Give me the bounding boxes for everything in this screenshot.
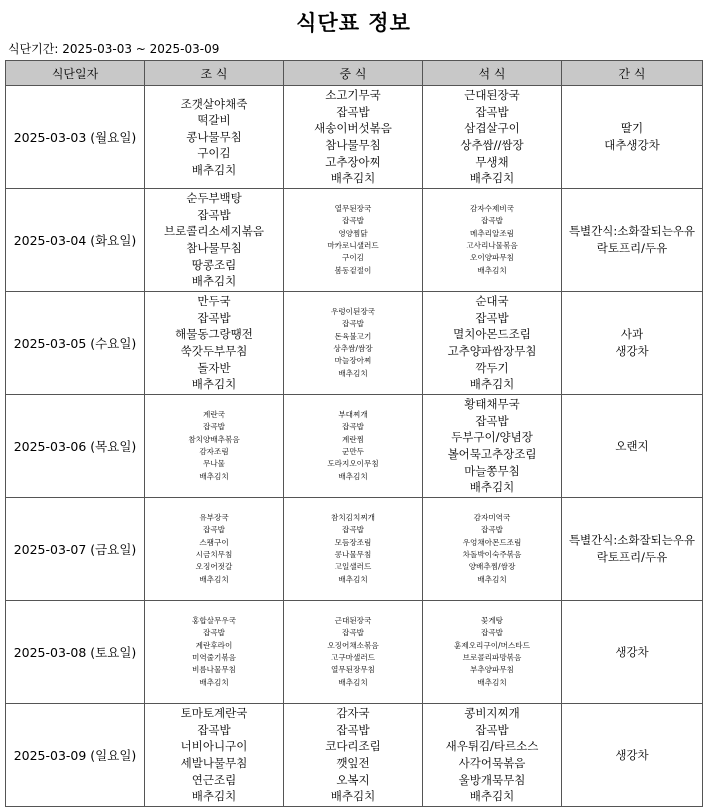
dinner-item: 배추김치 (477, 574, 507, 584)
breakfast-item: 잡곡밥 (202, 525, 225, 535)
dinner-item: 고추양파쌈장무침 (447, 344, 537, 358)
table-row (6, 498, 703, 601)
breakfast-item: 콩나물무침 (186, 129, 242, 144)
table-row (6, 86, 703, 189)
breakfast-item: 계란국 (202, 409, 225, 419)
breakfast-item: 너비아니구이 (180, 739, 248, 754)
table-row (6, 292, 703, 395)
breakfast-item: 연근조림 (191, 772, 237, 787)
dinner-item: 배추김치 (477, 677, 507, 687)
lunch-item: 계란찜 (341, 434, 364, 444)
breakfast-item: 잡곡밥 (202, 628, 225, 638)
lunch-item: 모듬장조림 (334, 537, 372, 547)
dinner-item: 잡곡밥 (480, 525, 503, 535)
lunch-item: 마카로니샐러드 (327, 241, 379, 250)
dinner-item: 우엉채아몬드조림 (462, 537, 522, 547)
lunch-item: 부대찌개 (338, 409, 368, 419)
breakfast-item: 순두부백탕 (186, 191, 242, 206)
lunch-item: 영양찜닭 (338, 228, 368, 238)
dinner-item: 감자수제비국 (469, 203, 514, 213)
header-dinner: 석 식 (423, 61, 562, 86)
meal-date: 2025-03-07 (금요일) (6, 498, 145, 601)
meal-date: 2025-03-03 (월요일) (6, 86, 145, 189)
lunch-item: 배추김치 (338, 574, 368, 584)
breakfast-item: 참치양배추볶음 (188, 434, 240, 444)
dinner-item: 울방개묵무침 (458, 772, 526, 787)
dinner-item: 잡곡밥 (480, 216, 503, 226)
breakfast-item: 세발나물무침 (180, 756, 248, 770)
dinner-item: 잡곡밥 (475, 413, 509, 428)
lunch-item: 잡곡밥 (336, 104, 370, 119)
breakfast-item: 조갯살야채죽 (180, 96, 248, 111)
dinner-cell (423, 704, 562, 807)
lunch-item: 깻잎전 (336, 756, 370, 770)
snack-item: 락토프리/두유 (596, 550, 668, 564)
dinner-item: 오이양파무침 (469, 253, 514, 263)
lunch-item: 콩나물무침 (334, 550, 372, 559)
lunch-item: 잡곡밥 (341, 628, 364, 638)
meal-date: 2025-03-06 (목요일) (6, 395, 145, 498)
dinner-item: 배추김치 (469, 377, 515, 392)
snack-cell (562, 704, 703, 807)
dinner-item: 두부구이/양념장 (451, 430, 533, 445)
dinner-item: 새우튀김/타르소스 (445, 739, 539, 754)
dinner-item: 배추김치 (469, 789, 515, 804)
lunch-item: 배추김치 (338, 368, 368, 378)
meal-date: 2025-03-09 (일요일) (6, 704, 145, 807)
lunch-item: 배추김치 (338, 677, 368, 687)
dinner-cell (423, 292, 562, 395)
lunch-item: 참나물무침 (325, 138, 381, 152)
lunch-item: 배추김치 (330, 789, 376, 804)
breakfast-cell (145, 86, 284, 189)
lunch-item: 소고기무국 (325, 88, 381, 103)
lunch-item: 잡곡밥 (341, 216, 364, 226)
header-snack: 간 식 (562, 61, 703, 86)
breakfast-item: 잡곡밥 (197, 207, 231, 222)
dinner-item: 꽃게탕 (480, 615, 503, 625)
snack-cell (562, 498, 703, 601)
lunch-cell (284, 704, 423, 807)
lunch-item: 새송이버섯볶음 (314, 121, 392, 136)
breakfast-item: 땅콩조림 (191, 257, 237, 272)
dinner-item: 배추김치 (469, 480, 515, 495)
dinner-cell (423, 189, 562, 292)
breakfast-item: 감자조림 (199, 447, 229, 456)
breakfast-cell (145, 704, 284, 807)
lunch-cell (284, 86, 423, 189)
breakfast-item: 배추김치 (191, 377, 237, 392)
breakfast-item: 배추김치 (199, 471, 229, 481)
dinner-item: 배추김치 (477, 265, 507, 275)
breakfast-item: 브로콜리소세지볶음 (164, 224, 264, 239)
snack-item: 특별간식:소화잘되는우유 (568, 224, 696, 239)
breakfast-item: 미역줄기볶음 (191, 653, 236, 662)
lunch-item: 코다리조림 (325, 739, 381, 754)
lunch-item: 배추김치 (338, 471, 368, 481)
breakfast-item: 구이김 (197, 146, 231, 161)
dinner-cell (423, 498, 562, 601)
breakfast-item: 배추김치 (191, 162, 237, 177)
header-lunch: 중 식 (284, 61, 423, 86)
dinner-cell (423, 395, 562, 498)
breakfast-item: 쑥갓두부무침 (180, 344, 248, 358)
lunch-item: 잡곡밥 (341, 319, 364, 329)
dinner-item: 콩비지찌개 (464, 706, 520, 721)
breakfast-item: 오징어젓갈 (195, 562, 233, 572)
dinner-item: 사각어묵볶음 (458, 756, 526, 770)
breakfast-item: 떡갈비 (197, 113, 231, 128)
dinner-item: 상추쌈//쌈장 (460, 138, 524, 152)
dinner-item: 감자미역국 (473, 512, 511, 522)
breakfast-item: 스팸구이 (199, 537, 229, 547)
dinner-item: 배추김치 (469, 171, 515, 186)
table-row (6, 189, 703, 292)
dinner-item: 잡곡밥 (480, 628, 503, 638)
breakfast-item: 비름나물무침 (191, 665, 236, 675)
dinner-item: 삼겹살구이 (464, 121, 520, 136)
lunch-item: 잡곡밥 (341, 422, 364, 432)
dinner-item: 황태채무국 (464, 397, 520, 412)
breakfast-item: 배추김치 (199, 677, 229, 687)
meal-date: 2025-03-04 (화요일) (6, 189, 145, 292)
breakfast-item: 배추김치 (199, 574, 229, 584)
snack-item: 락토프리/두유 (596, 241, 668, 255)
lunch-cell (284, 189, 423, 292)
dinner-item: 순대국 (475, 294, 509, 309)
dinner-item: 잡곡밥 (475, 104, 509, 119)
snack-item: 사과 (620, 327, 644, 342)
dinner-item: 고사리나물볶음 (466, 241, 518, 250)
breakfast-item: 시금치무침 (195, 550, 233, 559)
breakfast-item: 계란후라이 (195, 640, 233, 650)
breakfast-item: 유부장국 (199, 512, 229, 522)
lunch-item: 군만두 (341, 447, 364, 456)
page-title: 식단표 정보 (296, 11, 411, 35)
lunch-item: 참치김치찌개 (330, 512, 375, 522)
dinner-item: 훈제오리구이/머스타드 (454, 640, 530, 650)
dinner-item: 근대된장국 (464, 88, 520, 103)
lunch-cell (284, 601, 423, 704)
dinner-item: 무생채 (475, 154, 509, 169)
dinner-cell (423, 86, 562, 189)
lunch-item: 고일샐러드 (334, 562, 372, 572)
lunch-item: 마늘장아찌 (334, 356, 372, 366)
snack-item: 생강차 (615, 644, 649, 659)
dinner-item: 양배추찜/쌈장 (468, 562, 516, 572)
lunch-item: 열무된장국 (334, 203, 372, 213)
dinner-item: 볼어묵고추장조림 (447, 447, 537, 461)
snack-cell (562, 86, 703, 189)
snack-item: 딸기 (620, 121, 644, 136)
table-row (6, 395, 703, 498)
lunch-item: 우렁이된장국 (330, 306, 375, 316)
lunch-item: 도라지오이무침 (327, 459, 379, 469)
dinner-item: 멸치아몬드조림 (453, 327, 531, 342)
snack-item: 오랜지 (615, 438, 649, 453)
breakfast-item: 잡곡밥 (197, 722, 231, 737)
table-row (6, 601, 703, 704)
breakfast-cell (145, 601, 284, 704)
breakfast-item: 홍합살무우국 (191, 615, 236, 625)
lunch-item: 오복지 (336, 772, 370, 787)
dinner-item: 차돌박이숙주볶음 (462, 550, 522, 559)
breakfast-item: 배추김치 (191, 274, 237, 289)
meal-period: 식단기간: 2025-03-03 ~ 2025-03-09 (8, 42, 220, 56)
breakfast-cell (145, 189, 284, 292)
lunch-item: 감자국 (336, 706, 370, 721)
breakfast-cell (145, 292, 284, 395)
snack-cell (562, 189, 703, 292)
table-row (6, 704, 703, 807)
lunch-item: 근대된장국 (334, 615, 372, 625)
snack-cell (562, 292, 703, 395)
breakfast-item: 토마토계란국 (180, 706, 248, 721)
dinner-item: 잡곡밥 (475, 310, 509, 325)
lunch-cell (284, 395, 423, 498)
breakfast-item: 배추김치 (191, 789, 237, 804)
dinner-item: 깍두기 (475, 360, 509, 375)
dinner-item: 브로콜리파망볶음 (462, 653, 522, 662)
dinner-cell (423, 601, 562, 704)
header-row (6, 61, 703, 86)
breakfast-cell (145, 395, 284, 498)
header-breakfast: 조 식 (145, 61, 284, 86)
lunch-cell (284, 498, 423, 601)
header-date: 식단일자 (6, 61, 145, 86)
dinner-item: 마늘쫑무침 (464, 463, 520, 478)
meal-date: 2025-03-05 (수요일) (6, 292, 145, 395)
lunch-item: 잡곡밥 (341, 525, 364, 535)
lunch-cell (284, 292, 423, 395)
lunch-item: 상추쌈/쌈장 (333, 344, 373, 353)
lunch-item: 오징어채소볶음 (327, 640, 379, 650)
snack-cell (562, 601, 703, 704)
meal-table (5, 60, 703, 807)
breakfast-item: 만두국 (197, 294, 231, 309)
breakfast-item: 무나물 (202, 459, 225, 469)
dinner-item: 부추양파무침 (469, 665, 514, 675)
breakfast-item: 해물동그랑땡전 (175, 327, 253, 342)
meal-date: 2025-03-08 (토요일) (6, 601, 145, 704)
breakfast-item: 잡곡밥 (197, 310, 231, 325)
lunch-item: 고추장아찌 (325, 154, 381, 169)
lunch-item: 봄동겉절이 (334, 265, 372, 275)
dinner-item: 잡곡밥 (475, 722, 509, 737)
snack-item: 특별간식:소화잘되는우유 (568, 533, 696, 548)
dinner-item: 메추리알조림 (469, 228, 514, 238)
breakfast-item: 잡곡밥 (202, 422, 225, 432)
snack-item: 생강차 (615, 747, 649, 762)
lunch-item: 배추김치 (330, 171, 376, 186)
breakfast-item: 참나물무침 (186, 241, 242, 255)
lunch-item: 고구마샐러드 (330, 653, 375, 662)
breakfast-item: 돌자반 (197, 360, 231, 375)
lunch-item: 돈육불고기 (334, 331, 372, 341)
lunch-item: 구이김 (341, 253, 364, 263)
snack-item: 대추생강차 (604, 138, 660, 152)
snack-item: 생강차 (615, 344, 649, 358)
lunch-item: 열무된장무침 (330, 665, 375, 675)
snack-cell (562, 395, 703, 498)
lunch-item: 잡곡밥 (336, 722, 370, 737)
breakfast-cell (145, 498, 284, 601)
